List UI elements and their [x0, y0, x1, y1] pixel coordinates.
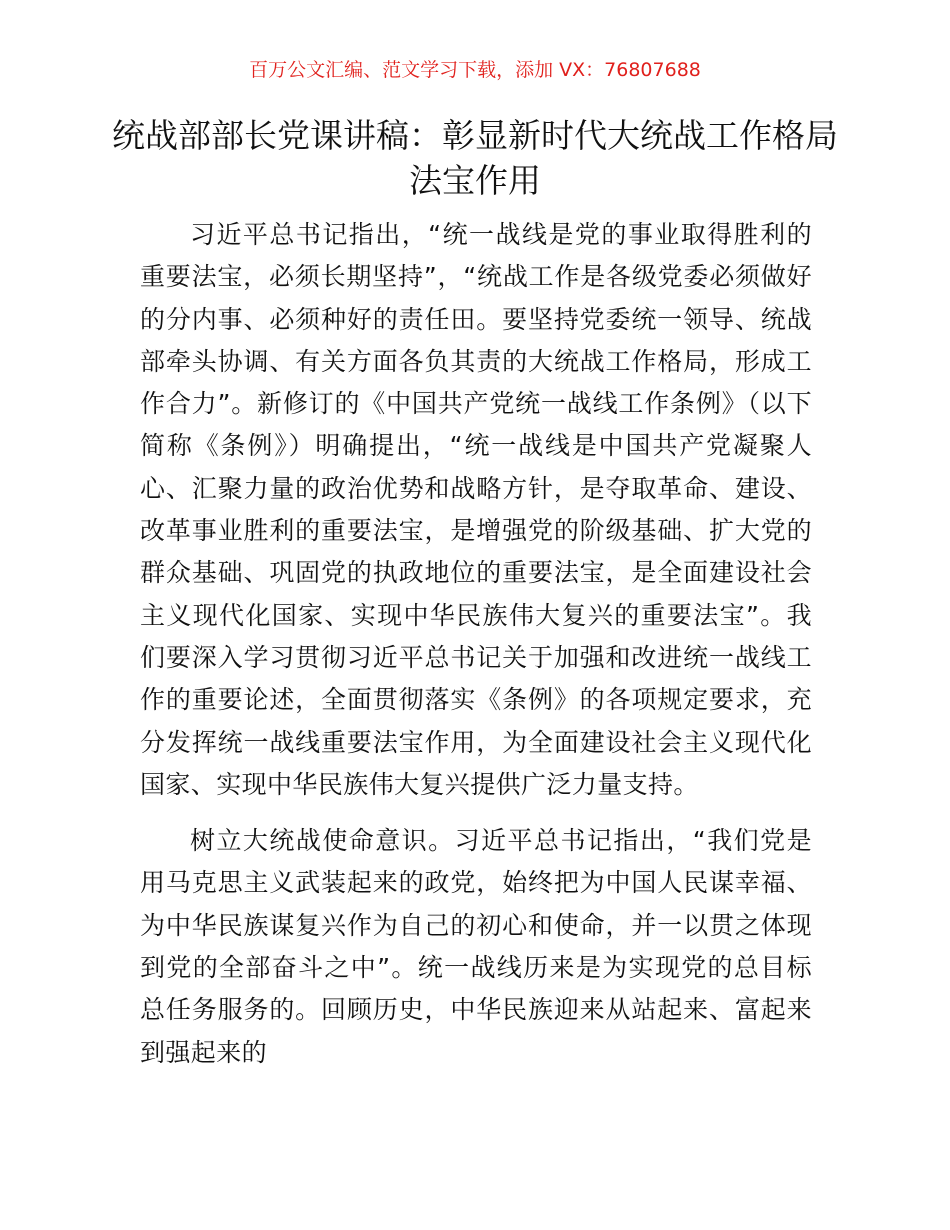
- paragraph: 习近平总书记指出，“统一战线是党的事业取得胜利的重要法宝，必须长期坚持”，“统战工作是各级党委必须做好的分内事、必须种好的责任田。要坚持党委统一领导、统战部牵头协调、有关方面各负其责的大统战工作格局，形成工作合力”。新修订的《中国共产党统一战线工作条例》（以下简称《条例》）明确提出，“统一战线是中国共产党凝聚人心、汇聚力量的政治优势和战略方针，是夺取革命、建设、改革事业胜利的重要法宝，是增强党的阶级基础、扩大党的群众基础、巩固党的执政地位的重要法宝，是全面建设社会主义现代化国家、实现中华民族伟大复兴的重要法宝”。我们要深入学习贯彻习近平总书记关于加强和改进统一战线工作的重要论述，全面贯彻落实《条例》的各项规定要求，充分发挥统一战线重要法宝作用，为全面建设社会主义现代化国家、实现中华民族伟大复兴提供广泛力量支持。: [140, 220, 812, 799]
- document-title: 统战部部长党课讲稿：彰显新时代大统战工作格局法宝作用: [112, 116, 838, 200]
- header-banner: 百万公文汇编、范文学习下载，添加 VX：76807688: [249, 59, 701, 81]
- paragraph: 树立大统战使命意识。习近平总书记指出，“我们党是用马克思主义武装起来的政党，始终把为中国人民谋幸福、为中华民族谋复兴作为自己的初心和使命，并一以贯之体现到党的全部奋斗之中”。统一战线历来是为实现党的总目标总任务服务的。回顾历史，中华民族迎来从站起来、富起来到强起来的: [140, 826, 812, 1067]
- document-body: [140, 214, 812, 1088]
